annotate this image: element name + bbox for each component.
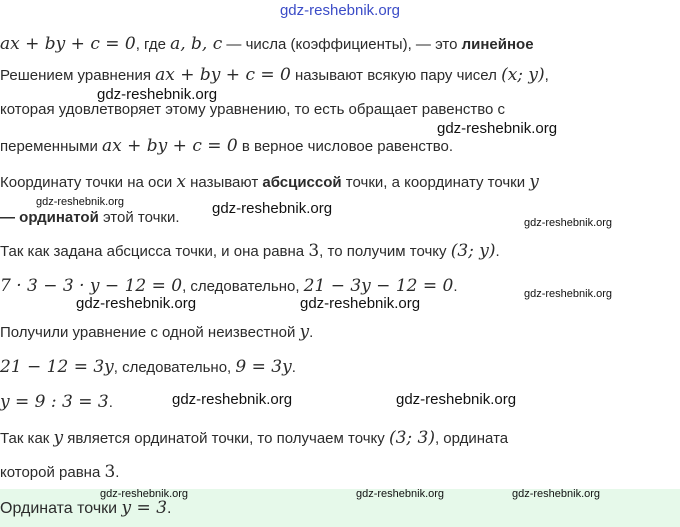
bold-term: линейное: [461, 36, 534, 53]
watermark-top: gdz-reshebnik.org: [279, 2, 401, 19]
watermark: gdz-reshebnik.org: [97, 86, 218, 103]
line-given-abscissa: Так как задана абсцисса точки, и она равна 3, то получим точку (3; y).: [0, 241, 500, 261]
watermark: gdz-reshebnik.org: [100, 488, 189, 500]
line-substitution: 7 · 3 − 3 · y − 12 = 0, следовательно, 21 − 3y − 12 = 0.: [0, 276, 458, 296]
answer-text: Ордината точки y = 3.: [0, 498, 172, 518]
equation: ax + by + c = 0: [0, 34, 136, 54]
line-result: y = 9 : 3 = 3.: [0, 392, 113, 412]
watermark: gdz-reshebnik.org: [212, 200, 333, 217]
line-equals-three: которой равна 3.: [0, 462, 120, 482]
watermark: gdz-reshebnik.org: [512, 488, 601, 500]
watermark: gdz-reshebnik.org: [524, 217, 613, 229]
watermark: gdz-reshebnik.org: [76, 295, 197, 312]
watermark: gdz-reshebnik.org: [396, 391, 517, 408]
watermark: gdz-reshebnik.org: [172, 391, 293, 408]
watermark: gdz-reshebnik.org: [36, 196, 125, 208]
line-one-unknown: Получили уравнение с одной неизвестной y.: [0, 322, 314, 342]
line-simplify: 21 − 12 = 3y, следовательно, 9 = 3y.: [0, 357, 296, 377]
line-variables: переменными ax + by + c = 0 в верное числовое равенство.: [0, 136, 454, 156]
line-abscissa: Координату точки на оси x называют абсциссой точки, а координату точки y: [0, 172, 539, 192]
line-ordinate: — ординатой этой точки.: [0, 209, 180, 226]
watermark: gdz-reshebnik.org: [524, 288, 613, 300]
watermark: gdz-reshebnik.org: [300, 295, 421, 312]
watermark: gdz-reshebnik.org: [437, 120, 558, 137]
line-solution-def: Решением уравнения ax + by + c = 0 называют всякую пару чисел (x; y),: [0, 65, 549, 85]
line-satisfies: которая удовлетворяет этому уравнению, то есть обращает равенство с: [0, 101, 506, 118]
line-definition: ax + by + c = 0, где a, b, c — числа (коэффициенты), — это линейное: [0, 34, 534, 54]
watermark: gdz-reshebnik.org: [356, 488, 445, 500]
line-point: Так как y является ординатой точки, то получаем точку (3; 3), ордината: [0, 428, 509, 448]
